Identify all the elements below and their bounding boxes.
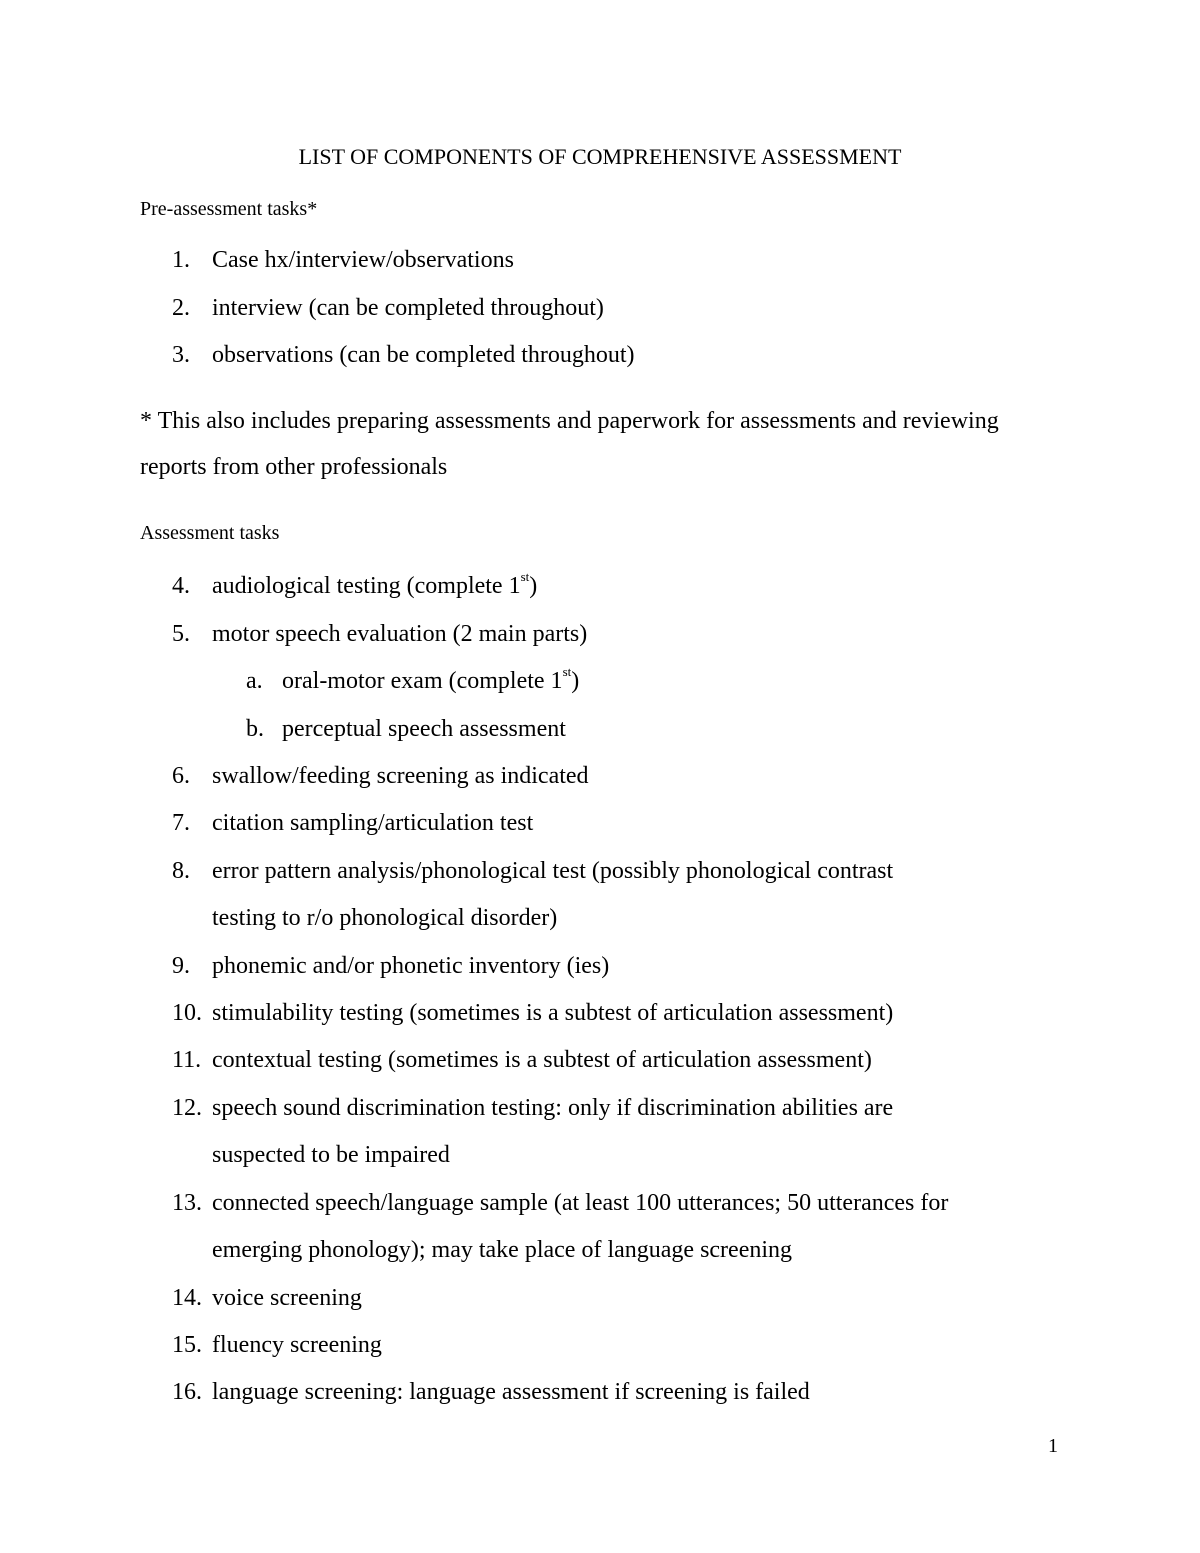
list-number: 3. <box>172 342 190 368</box>
list-item-text: citation sampling/articulation test <box>212 810 534 836</box>
list-letter: a. <box>246 668 263 694</box>
list-number: 6. <box>172 763 190 789</box>
list-number: 13. <box>172 1190 202 1216</box>
list-number: 9. <box>172 953 190 979</box>
list-item-text: error pattern analysis/phonological test (possibly phonological contrast <box>212 858 894 884</box>
list-item-continuation: suspected to be impaired <box>212 1142 450 1168</box>
list-item-continuation: emerging phonology); may take place of language screening <box>212 1237 793 1263</box>
superscript: st <box>520 569 530 584</box>
superscript: st <box>562 664 572 679</box>
list-item-text: swallow/feeding screening as indicated <box>212 763 589 789</box>
list-item-suffix: ) <box>571 668 580 694</box>
list-item-main: oral-motor exam (complete 1 <box>282 668 563 694</box>
list-item-text: stimulability testing (sometimes is a subtest of articulation assessment) <box>212 1000 894 1026</box>
footnote-paragraph: * This also includes preparing assessments and paperwork for assessments and reviewing reports from other professionals <box>140 408 999 480</box>
list-item-text: phonemic and/or phonetic inventory (ies) <box>212 953 610 979</box>
page-number: 1 <box>1048 1435 1058 1457</box>
list-number: 1. <box>172 247 190 273</box>
list-item-text: motor speech evaluation (2 main parts) <box>212 621 588 647</box>
list-number: 8. <box>172 858 190 884</box>
list-item-text <box>282 666 579 696</box>
list-number: 14. <box>172 1285 202 1311</box>
list-item-text: fluency screening <box>212 1332 382 1358</box>
list-letter: b. <box>246 716 264 742</box>
list-number: 4. <box>172 573 190 599</box>
list-number: 15. <box>172 1332 202 1358</box>
list-number: 11. <box>172 1047 202 1073</box>
list-item-text: Case hx/interview/observations <box>212 247 514 273</box>
pre-assessment-heading: Pre-assessment tasks* <box>140 198 318 220</box>
list-number: 7. <box>172 810 190 836</box>
list-item-main: audiological testing (complete 1 <box>212 573 521 599</box>
list-item-text: perceptual speech assessment <box>282 716 566 742</box>
list-item-text: observations (can be completed throughout) <box>212 342 635 368</box>
list-item-suffix: ) <box>529 573 538 599</box>
list-item-text: voice screening <box>212 1285 362 1311</box>
list-item-text: interview (can be completed throughout) <box>212 295 604 321</box>
list-item-text: language screening: language assessment if screening is failed <box>212 1379 810 1405</box>
list-number: 16. <box>172 1379 202 1405</box>
page-title: LIST OF COMPONENTS OF COMPREHENSIVE ASSESSMENT <box>298 144 902 169</box>
list-item-text: speech sound discrimination testing: only if discrimination abilities are <box>212 1095 894 1121</box>
list-item-text: connected speech/language sample (at least 100 utterances; 50 utterances for <box>212 1190 949 1216</box>
assessment-heading: Assessment tasks <box>140 522 280 544</box>
list-number: 5. <box>172 621 190 647</box>
list-number: 2. <box>172 295 190 321</box>
list-number: 10. <box>172 1000 202 1026</box>
list-item-text: contextual testing (sometimes is a subtest of articulation assessment) <box>212 1047 872 1073</box>
list-number: 12. <box>172 1095 202 1121</box>
list-item-text <box>212 571 537 601</box>
list-item-continuation: testing to r/o phonological disorder) <box>212 905 558 931</box>
